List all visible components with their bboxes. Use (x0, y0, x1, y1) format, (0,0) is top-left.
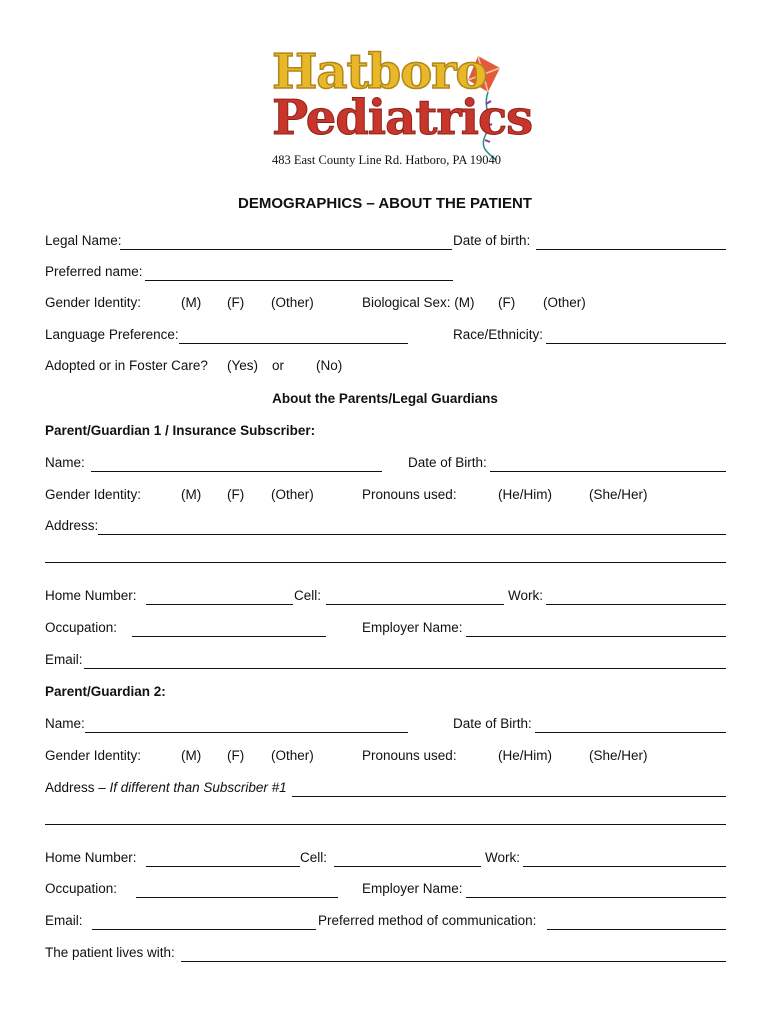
preferred-name-label: Preferred name: (45, 264, 143, 279)
g1-address-field[interactable] (98, 518, 726, 535)
gender-identity-label: Gender Identity: (45, 295, 142, 310)
bio-sex-f-option[interactable]: (F) (498, 295, 516, 310)
logo-line2: Pediatrics (272, 90, 533, 146)
g2-gender-other-option[interactable]: (Other) (271, 748, 314, 763)
practice-logo (270, 44, 533, 172)
g2-work-label: Work: (485, 850, 521, 865)
g2-pronoun-he-option[interactable]: (He/Him) (498, 748, 552, 763)
g2-address-label (45, 780, 287, 796)
guardian2-heading: Parent/Guardian 2: (45, 684, 166, 699)
g2-email-field[interactable] (92, 913, 316, 930)
g2-cell-label: Cell: (300, 850, 328, 865)
dob-label: Date of birth: (453, 233, 531, 248)
race-label: Race/Ethnicity: (453, 327, 544, 342)
parents-heading: About the Parents/Legal Guardians (272, 391, 498, 406)
logo-address: 483 East County Line Rd. Hatboro, PA 19040 (272, 153, 502, 167)
g2-occupation-label: Occupation: (45, 881, 118, 896)
g2-cell-field[interactable] (334, 850, 481, 867)
g1-pronouns-label: Pronouns used: (362, 487, 457, 502)
language-label: Language Preference: (45, 327, 179, 342)
g2-gender-f-option[interactable]: (F) (227, 748, 245, 763)
g1-address-label: Address: (45, 518, 99, 533)
guardian1-heading: Parent/Guardian 1 / Insurance Subscriber: (45, 423, 316, 438)
g1-cell-field[interactable] (326, 588, 504, 605)
g2-employer-label: Employer Name: (362, 881, 463, 896)
g2-preferred-comm-label: Preferred method of communication: (318, 913, 537, 928)
page-title: DEMOGRAPHICS – ABOUT THE PATIENT (238, 195, 532, 212)
g1-name-field[interactable] (91, 455, 382, 472)
g1-employer-label: Employer Name: (362, 620, 463, 635)
g2-address-field-2[interactable] (45, 808, 726, 825)
g2-address-note: If different than Subscriber #1 (109, 780, 287, 795)
lives-with-field[interactable] (181, 945, 726, 962)
g2-home-label: Home Number: (45, 850, 137, 865)
g1-email-label: Email: (45, 652, 83, 667)
race-field[interactable] (546, 327, 726, 344)
g2-occupation-field[interactable] (136, 881, 338, 898)
legal-name-label: Legal Name: (45, 233, 122, 248)
g2-preferred-comm-field[interactable] (547, 913, 726, 930)
gender-m-option[interactable]: (M) (181, 295, 202, 310)
g1-occupation-label: Occupation: (45, 620, 118, 635)
g2-address-field[interactable] (292, 780, 726, 797)
bio-sex-other-option[interactable]: (Other) (543, 295, 586, 310)
g1-address-field-2[interactable] (45, 546, 726, 563)
adopted-or-text: or (272, 358, 285, 373)
g1-pronoun-he-option[interactable]: (He/Him) (498, 487, 552, 502)
g1-work-label: Work: (508, 588, 544, 603)
g2-pronoun-she-option[interactable]: (She/Her) (589, 748, 648, 763)
g1-work-field[interactable] (546, 588, 726, 605)
g2-work-field[interactable] (523, 850, 726, 867)
lives-with-label: The patient lives with: (45, 945, 175, 960)
adopted-no-option[interactable]: (No) (316, 358, 343, 373)
g1-dob-field[interactable] (490, 455, 726, 472)
g2-email-label: Email: (45, 913, 83, 928)
g2-address-prefix: Address – (45, 780, 110, 795)
g1-gender-m-option[interactable]: (M) (181, 487, 202, 502)
legal-name-field[interactable] (120, 233, 452, 250)
g1-name-label: Name: (45, 455, 85, 470)
g1-home-field[interactable] (146, 588, 293, 605)
gender-other-option[interactable]: (Other) (271, 295, 314, 310)
g2-gender-label: Gender Identity: (45, 748, 142, 763)
adopted-label: Adopted or in Foster Care? (45, 358, 208, 373)
g2-gender-m-option[interactable]: (M) (181, 748, 202, 763)
g2-name-label: Name: (45, 716, 85, 731)
g1-occupation-field[interactable] (132, 620, 326, 637)
g2-dob-field[interactable] (535, 716, 726, 733)
language-field[interactable] (179, 327, 408, 344)
g2-home-field[interactable] (146, 850, 300, 867)
gender-f-option[interactable]: (F) (227, 295, 245, 310)
g1-email-field[interactable] (84, 652, 726, 669)
dob-field[interactable] (536, 233, 726, 250)
preferred-name-field[interactable] (145, 264, 453, 281)
adopted-yes-option[interactable]: (Yes) (227, 358, 259, 373)
g1-employer-field[interactable] (466, 620, 726, 637)
g1-cell-label: Cell: (294, 588, 322, 603)
g1-gender-other-option[interactable]: (Other) (271, 487, 314, 502)
g2-pronouns-label: Pronouns used: (362, 748, 457, 763)
g2-employer-field[interactable] (466, 881, 726, 898)
g2-dob-label: Date of Birth: (453, 716, 532, 731)
logo-line1: Hatboro (272, 44, 487, 100)
g2-name-field[interactable] (85, 716, 408, 733)
g1-gender-f-option[interactable]: (F) (227, 487, 245, 502)
g1-dob-label: Date of Birth: (408, 455, 487, 470)
g1-pronoun-she-option[interactable]: (She/Her) (589, 487, 648, 502)
bio-sex-m-option[interactable]: Biological Sex: (M) (362, 295, 475, 310)
g1-gender-label: Gender Identity: (45, 487, 142, 502)
g1-home-label: Home Number: (45, 588, 137, 603)
